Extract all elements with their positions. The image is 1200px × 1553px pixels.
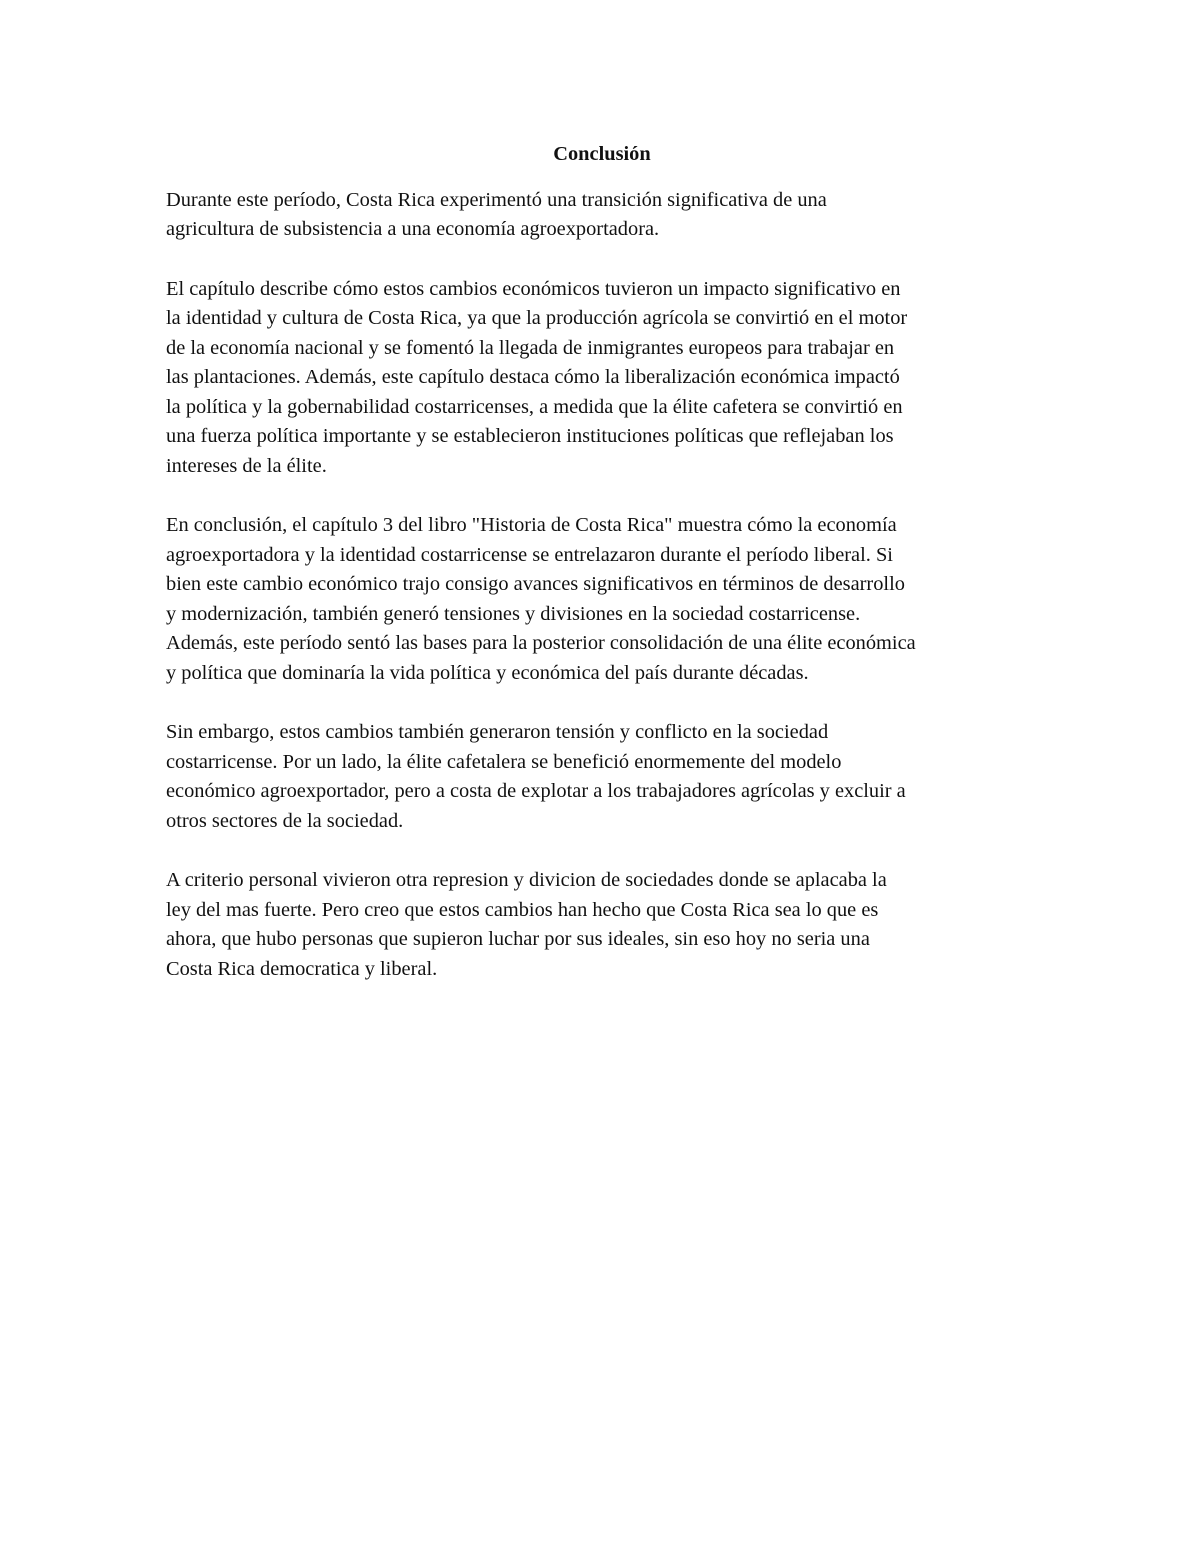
text-line: Durante este período, Costa Rica experimentó una transición significativa de una [166, 188, 827, 211]
text-line: agricultura de subsistencia a una economía agroexportadora. [166, 218, 660, 240]
paragraph-2 [166, 275, 1038, 482]
text-line: Sin embargo, estos cambios también generaron tensión y conflicto en la sociedad [166, 721, 829, 743]
paragraph-3 [166, 511, 1038, 688]
document-title: Conclusión [553, 143, 651, 165]
text-line: A criterio personal vivieron otra represion y divicion de sociedades donde se aplacaba la [166, 869, 887, 891]
text-line: ahora, que hubo personas que supieron luchar por sus ideales, sin eso hoy no seria una [166, 928, 870, 950]
paragraph-1 [166, 186, 1038, 245]
text-line: y política que dominaría la vida política y económica del país durante décadas. [166, 661, 809, 684]
text-line: económico agroexportador, pero a costa de explotar a los trabajadores agrícolas y excluir a [166, 780, 906, 802]
text-line: la identidad y cultura de Costa Rica, ya que la producción agrícola se convirtió en el motor [166, 307, 908, 329]
text-line: la política y la gobernabilidad costarricenses, a medida que la élite cafetera se convirtió en [166, 395, 903, 418]
text-line: Costa Rica democratica y liberal. [166, 957, 438, 980]
paragraph-5 [166, 866, 1038, 984]
text-line: bien este cambio económico trajo consigo avances significativos en términos de desarrollo [166, 573, 905, 595]
text-line: y modernización, también generó tensiones y divisiones en la sociedad costarricense. [166, 602, 861, 625]
text-line: intereses de la élite. [166, 454, 327, 477]
document-body [166, 140, 1038, 1014]
text-line: una fuerza política importante y se establecieron instituciones políticas que reflejaban los [166, 425, 894, 447]
text-line: ley del mas fuerte. Pero creo que estos cambios han hecho que Costa Rica sea lo que es [166, 898, 879, 921]
text-line: El capítulo describe cómo estos cambios económicos tuvieron un impacto significativo en [166, 277, 901, 300]
text-line: agroexportadora y la identidad costarricense se entrelazaron durante el período liberal. Si [166, 543, 893, 566]
text-line: costarricense. Por un lado, la élite cafetalera se benefició enormemente del modelo [166, 750, 842, 773]
text-line: otros sectores de la sociedad. [166, 809, 404, 832]
text-line: En conclusión, el capítulo 3 del libro "Historia de Costa Rica" muestra cómo la economía [166, 514, 897, 536]
text-line: de la economía nacional y se fomentó la llegada de inmigrantes europeos para trabajar en [166, 336, 895, 359]
paragraph-4 [166, 718, 1038, 836]
text-line: Además, este período sentó las bases para la posterior consolidación de una élite económica [166, 632, 916, 654]
text-line: las plantaciones. Además, este capítulo destaca cómo la liberalización económica impactó [166, 366, 900, 388]
